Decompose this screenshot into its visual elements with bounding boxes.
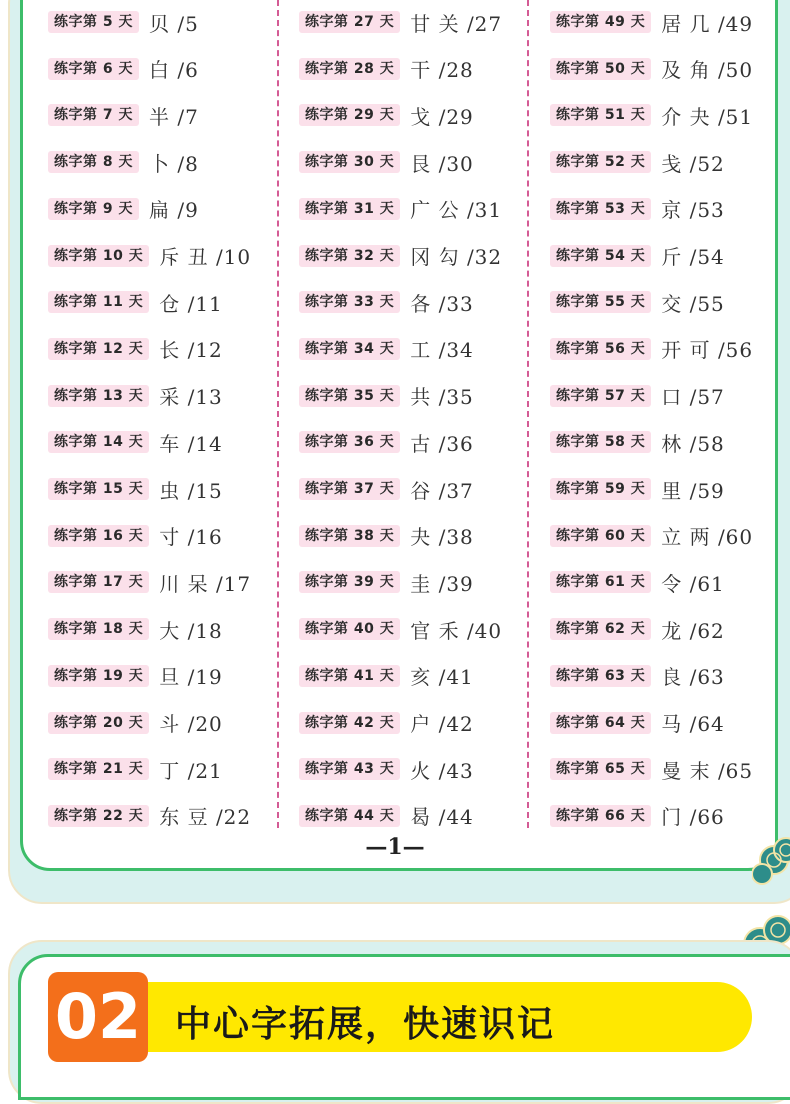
character-page-ref: 斥 丑 /10: [159, 245, 252, 269]
character-page-ref: 龙 /62: [661, 618, 725, 643]
day-badge: 练字第 12 天: [48, 338, 149, 360]
character-page-ref: 曼 末 /65: [661, 758, 754, 783]
index-entry: [550, 521, 753, 551]
index-entry: [299, 194, 502, 224]
character-page-ref: 户 /42: [410, 712, 474, 736]
character-page-ref: 介 夬 /51: [661, 104, 754, 129]
index-entry: [299, 754, 474, 784]
day-badge: 练字第 66 天: [550, 805, 651, 827]
day-badge: 练字第 5 天: [48, 11, 139, 33]
day-badge: 练字第 34 天: [299, 338, 400, 360]
day-badge: 练字第 11 天: [48, 291, 149, 313]
index-entry: [550, 287, 725, 317]
character-page-ref: 采 /13: [159, 385, 223, 410]
day-badge: 练字第 52 天: [550, 151, 651, 173]
character-page-ref: 亥 /41: [410, 665, 474, 690]
day-badge: 练字第 57 天: [550, 385, 651, 407]
column-divider: [277, 0, 279, 828]
index-entry: [550, 427, 725, 457]
character-page-ref: 丁 /21: [159, 758, 223, 783]
character-page-ref: 古 /36: [410, 431, 474, 456]
character-page-ref: 半 /7: [149, 104, 199, 129]
character-page-ref: 各 /33: [410, 291, 474, 316]
day-badge: 练字第 16 天: [48, 525, 149, 547]
day-badge: 练字第 55 天: [550, 291, 651, 313]
day-badge: 练字第 31 天: [299, 198, 400, 220]
day-badge: 练字第 27 天: [299, 11, 400, 33]
index-entry: [48, 54, 199, 84]
character-page-ref: 京 /53: [661, 198, 725, 223]
character-page-ref: 旦 /19: [159, 665, 223, 690]
character-page-ref: 工 /34: [410, 338, 474, 363]
character-page-ref: 广 公 /31: [410, 198, 503, 223]
day-badge: 练字第 53 天: [550, 198, 651, 220]
character-page-ref: 甘 关 /27: [410, 11, 503, 36]
index-entry: [48, 801, 251, 831]
character-page-ref: 白 /6: [149, 58, 199, 83]
character-page-ref: 马 /64: [661, 712, 725, 736]
day-badge: 练字第 43 天: [299, 758, 400, 780]
index-entry: [550, 241, 725, 271]
index-entry: [48, 708, 223, 738]
day-badge: 练字第 63 天: [550, 665, 651, 687]
character-page-ref: 及 角 /50: [661, 58, 754, 83]
character-page-ref: 贝 /5: [149, 11, 199, 36]
day-badge: 练字第 30 天: [299, 151, 400, 173]
day-badge: 练字第 60 天: [550, 525, 651, 547]
index-entry: [550, 567, 725, 597]
character-page-ref: 交 /55: [661, 291, 725, 316]
character-page-ref: 卜 /8: [149, 151, 199, 176]
day-badge: 练字第 56 天: [550, 338, 651, 360]
character-page-ref: 官 禾 /40: [410, 618, 503, 643]
day-badge: 练字第 44 天: [299, 805, 400, 827]
index-entry: [550, 708, 725, 738]
section-number: 02: [48, 972, 148, 1062]
character-page-ref: 圭 /39: [410, 571, 474, 596]
day-badge: 练字第 36 天: [299, 431, 400, 453]
character-page-ref: 长 /12: [159, 338, 223, 363]
day-badge: 练字第 19 天: [48, 665, 149, 687]
index-entry: [299, 521, 474, 551]
index-entry: [299, 334, 474, 364]
day-badge: 练字第 9 天: [48, 198, 139, 220]
day-badge: 练字第 8 天: [48, 151, 139, 173]
character-page-ref: 虫 /15: [159, 478, 223, 503]
cloud-decoration-icon: [752, 830, 790, 890]
day-badge: 练字第 33 天: [299, 291, 400, 313]
index-entry: [299, 147, 474, 177]
character-page-ref: 曷 /44: [410, 805, 474, 830]
character-page-ref: 共 /35: [410, 385, 474, 410]
index-entry: [299, 287, 474, 317]
day-badge: 练字第 18 天: [48, 618, 149, 640]
day-badge: 练字第 13 天: [48, 385, 149, 407]
section-title: 中心字拓展，快速识记: [175, 1004, 556, 1045]
index-entry: [550, 147, 725, 177]
character-page-ref: 火 /43: [410, 758, 474, 783]
character-page-ref: 大 /18: [159, 618, 223, 643]
index-entry: [550, 381, 725, 411]
index-entry: [48, 147, 199, 177]
index-entry: [48, 661, 223, 691]
column-divider: [527, 0, 529, 828]
index-entry: [48, 614, 223, 644]
day-badge: 练字第 54 天: [550, 245, 651, 267]
index-entry: [299, 708, 474, 738]
character-page-ref: 戈 /29: [410, 104, 474, 129]
index-entry: [48, 287, 223, 317]
index-entry: [299, 567, 474, 597]
page-number: —1—: [365, 834, 425, 860]
day-badge: 练字第 42 天: [299, 712, 400, 734]
character-page-ref: 立 两 /60: [661, 525, 754, 550]
character-page-ref: 斤 /54: [661, 245, 725, 269]
index-entry: [48, 474, 223, 504]
character-page-ref: 良 /63: [661, 665, 725, 690]
index-entry: [550, 661, 725, 691]
character-page-ref: 干 /28: [410, 58, 474, 83]
day-badge: 练字第 50 天: [550, 58, 651, 80]
character-page-ref: 门 /66: [661, 805, 725, 830]
index-entry: [48, 7, 199, 37]
character-page-ref: 令 /61: [661, 571, 725, 596]
index-entry: [299, 474, 474, 504]
day-badge: 练字第 10 天: [48, 245, 149, 267]
character-page-ref: 艮 /30: [410, 151, 474, 176]
day-badge: 练字第 29 天: [299, 104, 400, 126]
character-page-ref: 林 /58: [661, 431, 725, 456]
index-entry: [550, 194, 725, 224]
day-badge: 练字第 7 天: [48, 104, 139, 126]
index-entry: [299, 100, 474, 130]
index-entry: [48, 567, 251, 597]
index-entry: [299, 7, 502, 37]
character-page-ref: 仓 /11: [159, 291, 223, 316]
character-page-ref: 戋 /52: [661, 151, 725, 176]
index-entry: [299, 381, 474, 411]
character-page-ref: 东 豆 /22: [159, 805, 252, 830]
index-entry: [550, 754, 753, 784]
day-badge: 练字第 37 天: [299, 478, 400, 500]
day-badge: 练字第 65 天: [550, 758, 651, 780]
character-page-ref: 冈 勾 /32: [410, 245, 503, 269]
character-page-ref: 川 呆 /17: [159, 571, 252, 596]
index-entry: [299, 427, 474, 457]
index-entry: [299, 614, 502, 644]
day-badge: 练字第 21 天: [48, 758, 149, 780]
index-entry: [299, 241, 502, 271]
day-badge: 练字第 58 天: [550, 431, 651, 453]
day-badge: 练字第 6 天: [48, 58, 139, 80]
index-entry: [299, 801, 474, 831]
character-page-ref: 扁 /9: [149, 198, 199, 223]
character-page-ref: 寸 /16: [159, 525, 223, 550]
index-entry: [550, 100, 753, 130]
character-page-ref: 开 可 /56: [661, 338, 754, 363]
day-badge: 练字第 59 天: [550, 478, 651, 500]
day-badge: 练字第 40 天: [299, 618, 400, 640]
day-badge: 练字第 62 天: [550, 618, 651, 640]
day-badge: 练字第 20 天: [48, 712, 149, 734]
day-badge: 练字第 22 天: [48, 805, 149, 827]
index-entry: [550, 334, 753, 364]
day-badge: 练字第 14 天: [48, 431, 149, 453]
day-badge: 练字第 32 天: [299, 245, 400, 267]
day-badge: 练字第 15 天: [48, 478, 149, 500]
character-page-ref: 居 几 /49: [661, 11, 754, 36]
index-entry: [550, 7, 753, 37]
character-page-ref: 车 /14: [159, 431, 223, 456]
index-entry: [48, 381, 223, 411]
index-entry: [48, 194, 199, 224]
character-page-ref: 里 /59: [661, 478, 725, 503]
day-badge: 练字第 49 天: [550, 11, 651, 33]
index-entry: [48, 100, 199, 130]
character-page-ref: 夬 /38: [410, 525, 474, 550]
index-entry: [550, 474, 725, 504]
day-badge: 练字第 39 天: [299, 571, 400, 593]
index-entry: [550, 54, 753, 84]
index-entry: [550, 614, 725, 644]
character-page-ref: 斗 /20: [159, 712, 223, 736]
index-entry: [48, 427, 223, 457]
index-entry: [299, 661, 474, 691]
day-badge: 练字第 28 天: [299, 58, 400, 80]
day-badge: 练字第 41 天: [299, 665, 400, 687]
character-page-ref: 谷 /37: [410, 478, 474, 503]
day-badge: 练字第 35 天: [299, 385, 400, 407]
day-badge: 练字第 64 天: [550, 712, 651, 734]
index-entry: [550, 801, 725, 831]
index-entry: [48, 754, 223, 784]
index-entry: [48, 334, 223, 364]
day-badge: 练字第 61 天: [550, 571, 651, 593]
index-entry: [299, 54, 474, 84]
day-badge: 练字第 38 天: [299, 525, 400, 547]
day-badge: 练字第 17 天: [48, 571, 149, 593]
day-badge: 练字第 51 天: [550, 104, 651, 126]
index-entry: [48, 241, 251, 271]
character-page-ref: 口 /57: [661, 385, 725, 410]
index-entry: [48, 521, 223, 551]
